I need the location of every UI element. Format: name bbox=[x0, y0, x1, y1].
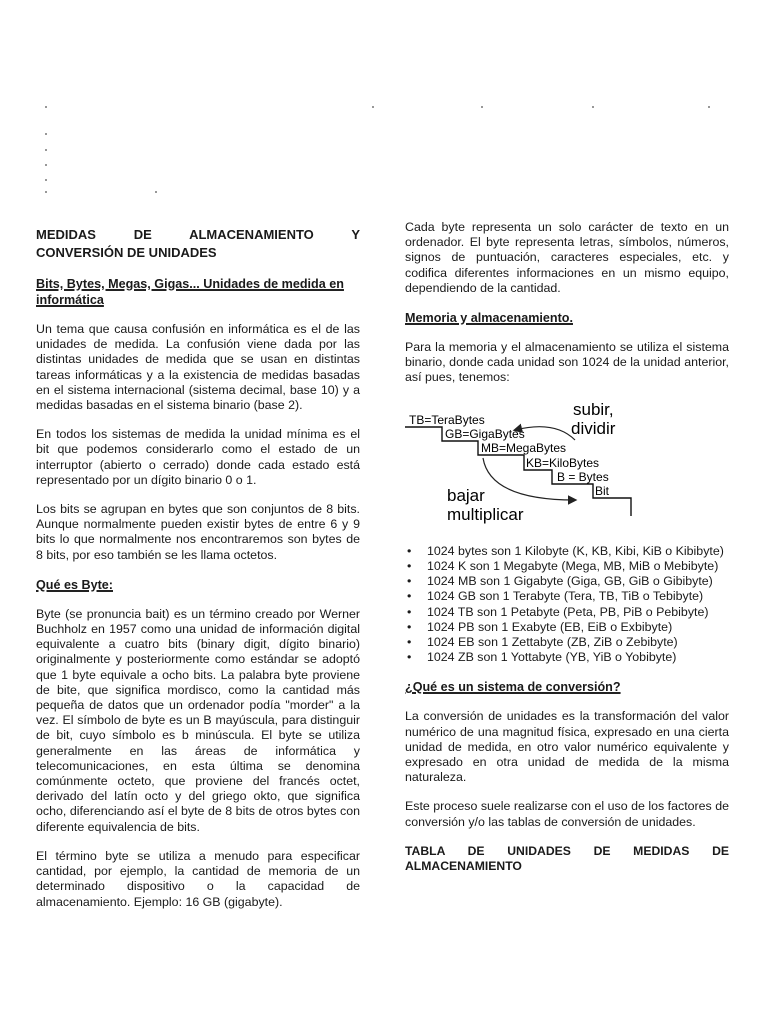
list-item: • 1024 bytes son 1 Kilobyte (K, KB, Kibi, KiB o Kibibyte) bbox=[407, 543, 724, 558]
heading-conversion: ¿Qué es un sistema de conversión? bbox=[405, 680, 621, 695]
label-bajar: bajar bbox=[447, 485, 485, 505]
paragraph-bit: En todos los sistemas de medida la unidad mínima es el bit que podemos considerarlo como el estado de un interruptor (abierto o cerrado) donde cada estado está representado por un dígito binario 0 o 1. bbox=[36, 427, 360, 487]
step-label-mb: MB=MegaBytes bbox=[481, 440, 567, 455]
list-item: • 1024 MB son 1 Gigabyte (Giga, GB, GiB o Gibibyte) bbox=[407, 574, 713, 589]
step-label-b: B = Bytes bbox=[557, 469, 609, 484]
paragraph-byte-character: Cada byte representa un solo carácter de texto en un ordenador. El byte representa letras, símbolos, números, signos de puntuación, caracteres especiales, etc. y codifica diferentes informaciones en un mismo equipo, dependiendo de la cantidad. bbox=[405, 220, 729, 295]
bullet-icon: • bbox=[407, 635, 412, 650]
list-item: • 1024 GB son 1 Terabyte (Tera, TB, TiB o Tebibyte) bbox=[407, 589, 704, 604]
bullet-icon: • bbox=[407, 604, 412, 619]
label-dividir: dividir bbox=[571, 418, 616, 438]
step-label-gb: GB=GigaBytes bbox=[445, 426, 525, 441]
decorative-dot bbox=[45, 179, 47, 181]
document-title bbox=[36, 226, 360, 262]
title-line-2: CONVERSIÓN DE UNIDADES bbox=[36, 245, 217, 260]
list-item: • 1024 K son 1 Megabyte (Mega, MB, MiB o Mebibyte) bbox=[407, 559, 719, 574]
paragraph-bytes: Los bits se agrupan en bytes que son conjuntos de 8 bits. Aunque normalmente pueden existir bytes de entre 6 y 9 bits lo que normalmente nos encontraremos son bytes de 8 bits, por eso también se les llama octetos. bbox=[36, 502, 360, 562]
label-subir: subir, bbox=[573, 399, 614, 419]
paragraph-intro: Un tema que causa confusión en informática es el de las unidades de medida. La confusión viene dada por las distintas unidades de medida que se usan en distintas tareas informáticas y a la existencia de medidas basadas en el sistema internacional (sistema decimal, base 10) y a medidas basadas en el sistema binario (base 2). bbox=[36, 322, 360, 413]
bullet-icon: • bbox=[407, 574, 412, 589]
right-column bbox=[405, 220, 729, 874]
decorative-dot bbox=[155, 191, 157, 193]
bullet-icon: • bbox=[407, 619, 412, 634]
table-title-line-2: ALMACENAMIENTO bbox=[405, 858, 522, 873]
heading-que-es-byte: Qué es Byte: bbox=[36, 577, 113, 592]
bullet-icon: • bbox=[407, 650, 412, 665]
decorative-dot bbox=[372, 106, 374, 108]
list-item: • 1024 EB son 1 Zettabyte (ZB, ZiB o Zebibyte) bbox=[407, 635, 678, 650]
list-item: • 1024 TB son 1 Petabyte (Peta, PB, PiB o Pebibyte) bbox=[407, 604, 709, 619]
table-title-line-1: TABLA DE UNIDADES DE MEDIDAS DE bbox=[405, 843, 729, 858]
paragraph-conversion-process: Este proceso suele realizarse con el uso de los factores de conversión y/o las tablas de conversión de unidades. bbox=[405, 799, 729, 829]
bullet-icon: • bbox=[407, 543, 412, 558]
decorative-dot bbox=[45, 164, 47, 166]
decorative-dot bbox=[45, 106, 47, 108]
heading-memoria: Memoria y almacenamiento. bbox=[405, 311, 573, 326]
left-column bbox=[36, 220, 360, 924]
paragraph-conversion-definition: La conversión de unidades es la transformación del valor numérico de una magnitud física, expresado en una cierta unidad de medida, en otro valor numérico equivalente y expresado en otra unidad de medida de la misma naturaleza. bbox=[405, 709, 729, 785]
decorative-dot bbox=[45, 149, 47, 151]
decorative-dot bbox=[481, 106, 483, 108]
bullet-icon: • bbox=[407, 559, 412, 574]
bullet-icon: • bbox=[407, 589, 412, 604]
units-staircase-diagram bbox=[405, 400, 729, 530]
step-label-tb: TB=TeraBytes bbox=[409, 412, 485, 427]
step-label-kb: KB=KiloBytes bbox=[526, 455, 600, 470]
paragraph-binary-system: Para la memoria y el almacenamiento se utiliza el sistema binario, donde cada unidad son 1024 de la unidad anterior, así pues, tenemos: bbox=[405, 340, 729, 385]
list-item: • 1024 PB son 1 Exabyte (EB, EiB o Exbibyte) bbox=[407, 619, 673, 634]
header-dots bbox=[0, 0, 768, 200]
label-multiplicar: multiplicar bbox=[447, 504, 524, 524]
decorative-dot bbox=[45, 133, 47, 135]
paragraph-byte-usage: El término byte se utiliza a menudo para especificar cantidad, por ejemplo, la cantidad de memoria de un determinado dispositivo o la capacidad de almacenamiento. Ejemplo: 16 GB (gigabyte). bbox=[36, 848, 360, 909]
title-line-1: MEDIDAS DE ALMACENAMIENTO Y bbox=[36, 227, 360, 242]
subtitle-heading: Bits, Bytes, Megas, Gigas... Unidades de medida en informática bbox=[36, 277, 344, 307]
list-item: • 1024 ZB son 1 Yottabyte (YB, YiB o Yobibyte) bbox=[407, 650, 677, 665]
paragraph-byte-definition: Byte (se pronuncia bait) es un término creado por Werner Buchholz en 1957 como una unidad de información digital equivalente a cuatro bits (binary digit, dígito binario) originalmente y posteriormente como estándar se adoptó que 1 byte equivale a ocho bits. La palabra byte proviene de bite, que significa mordisco, como la cantidad más pequeña de datos que un ordenador podía "morder" a la vez. El símbolo de byte es un B mayúscula, para distinguir de bit, cuyo símbolo es b minúscula. El byte se utiliza generalmente en las áreas de informática y telecomunicaciones, en esta última se denomina comúnmente octeto, que proviene del francés octet, derivado del latín octo y del griego okto, que significa ocho, diferenciando así el byte de 8 bits de otros bytes con diferente equivalencia de bits. bbox=[36, 606, 360, 834]
staircase-svg bbox=[405, 400, 637, 526]
decorative-dot bbox=[592, 106, 594, 108]
decorative-dot bbox=[708, 106, 710, 108]
step-label-bit: Bit bbox=[595, 483, 610, 498]
table-title bbox=[405, 844, 729, 874]
decorative-dot bbox=[45, 191, 47, 193]
units-list bbox=[405, 544, 729, 666]
